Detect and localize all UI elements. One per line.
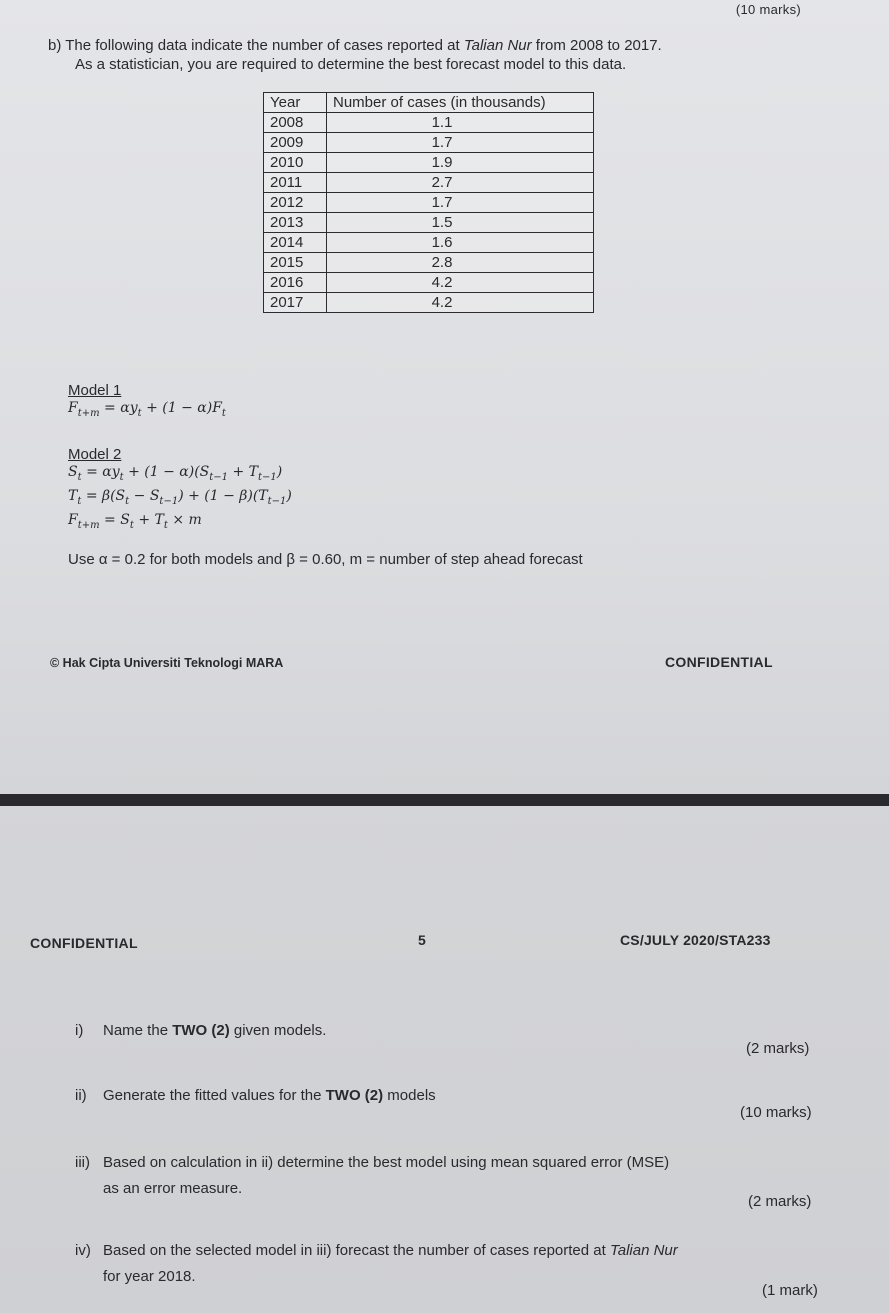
page-number: 5 [418,932,426,948]
year-cell: 2008 [264,113,327,133]
question-text-end: models [383,1087,436,1104]
table-row [264,153,594,173]
marks-iii: (2 marks) [748,1193,812,1210]
intro-text-b: from 2008 to 2017. [531,37,662,54]
cases-table [263,92,594,313]
cases-cell: 1.7 [327,193,594,213]
table-row [264,233,594,253]
marks-iv: (1 mark) [762,1282,818,1299]
confidential-header: CONFIDENTIAL [30,935,138,951]
year-cell: 2012 [264,193,327,213]
model-1-title: Model 1 [68,382,122,399]
cases-cell: 1.6 [327,233,594,253]
question-bold: TWO (2) [172,1022,230,1039]
column-header-cases: Number of cases (in thousands) [327,93,594,113]
year-cell: 2010 [264,153,327,173]
year-cell: 2009 [264,133,327,153]
cases-cell: 1.9 [327,153,594,173]
question-text: Based on the selected model in iii) forecast the number of cases reported at [103,1242,610,1259]
intro-place: Talian Nur [463,37,532,54]
marks-ii: (10 marks) [740,1104,812,1121]
table-row [264,113,594,133]
year-cell: 2017 [264,293,327,313]
question-text-cont: as an error measure. [103,1180,243,1197]
table-row [264,193,594,213]
question-ii [75,1083,436,1109]
year-cell: 2014 [264,233,327,253]
marks-i: (2 marks) [746,1040,810,1057]
question-text: Based on calculation in ii) determine the best model using mean squared error (MSE) [103,1154,670,1171]
parameter-instruction: Use α = 0.2 for both models and β = 0.60, m = number of step ahead forecast [68,551,583,568]
model-1-formula: $F_{t+m} = \alpha y_t + (1 - \alpha)F_t$ [68,400,226,419]
cases-cell: 4.2 [327,293,594,313]
model-1 [68,382,226,423]
question-number: iv) [75,1242,91,1259]
total-marks: (10 marks) [735,2,801,17]
question-text: Generate the fitted values for the [103,1087,326,1104]
table-row [264,213,594,233]
model-2-formula-forecast: $F_{t+m} = S_t + T_t \times m$ [68,511,202,531]
cases-cell: 2.8 [327,253,594,273]
confidential-footer: CONFIDENTIAL [665,654,773,670]
year-cell: 2016 [264,273,327,293]
question-intro [48,36,848,74]
question-text-cont: for year 2018. [103,1268,196,1285]
model-2-title: Model 2 [68,446,122,463]
question-text: Name the [103,1022,173,1039]
cases-cell: 1.7 [327,133,594,153]
question-number: ii) [75,1087,87,1104]
model-2-formula-level: $S_t = \alpha y_t + (1 - \alpha)(S_{t-1} + T_{t-1})$ [68,464,283,483]
question-number: iii) [75,1154,90,1171]
column-header-year: Year [264,93,327,113]
intro-text-a: b) The following data indicate the number of cases reported at [48,37,464,54]
page-divider [0,794,889,806]
question-place: Talian Nur [609,1242,678,1259]
table-row [264,293,594,313]
question-number: i) [75,1022,84,1039]
model-2 [68,446,292,534]
year-cell: 2015 [264,253,327,273]
model-2-formula-trend: $T_t = \beta(S_t - S_{t-1}) + (1 - \beta)(T_{t-1})$ [68,487,292,507]
table-row [264,173,594,193]
table-row [264,273,594,293]
table-row [264,133,594,153]
question-bold: TWO (2) [325,1087,384,1104]
paper-code: CS/JULY 2020/STA233 [620,932,771,948]
table-row [264,253,594,273]
table-header-row [264,93,594,113]
question-i [75,1018,326,1044]
question-iv [75,1238,875,1290]
year-cell: 2011 [264,173,327,193]
intro-line-2: As a statistician, you are required to determine the best forecast model to this data. [75,56,627,73]
cases-cell: 1.5 [327,213,594,233]
copyright-footer: © Hak Cipta Universiti Teknologi MARA [50,656,284,670]
cases-cell: 1.1 [327,113,594,133]
question-text-end: given models. [229,1022,327,1039]
year-cell: 2013 [264,213,327,233]
cases-cell: 2.7 [327,173,594,193]
cases-cell: 4.2 [327,273,594,293]
